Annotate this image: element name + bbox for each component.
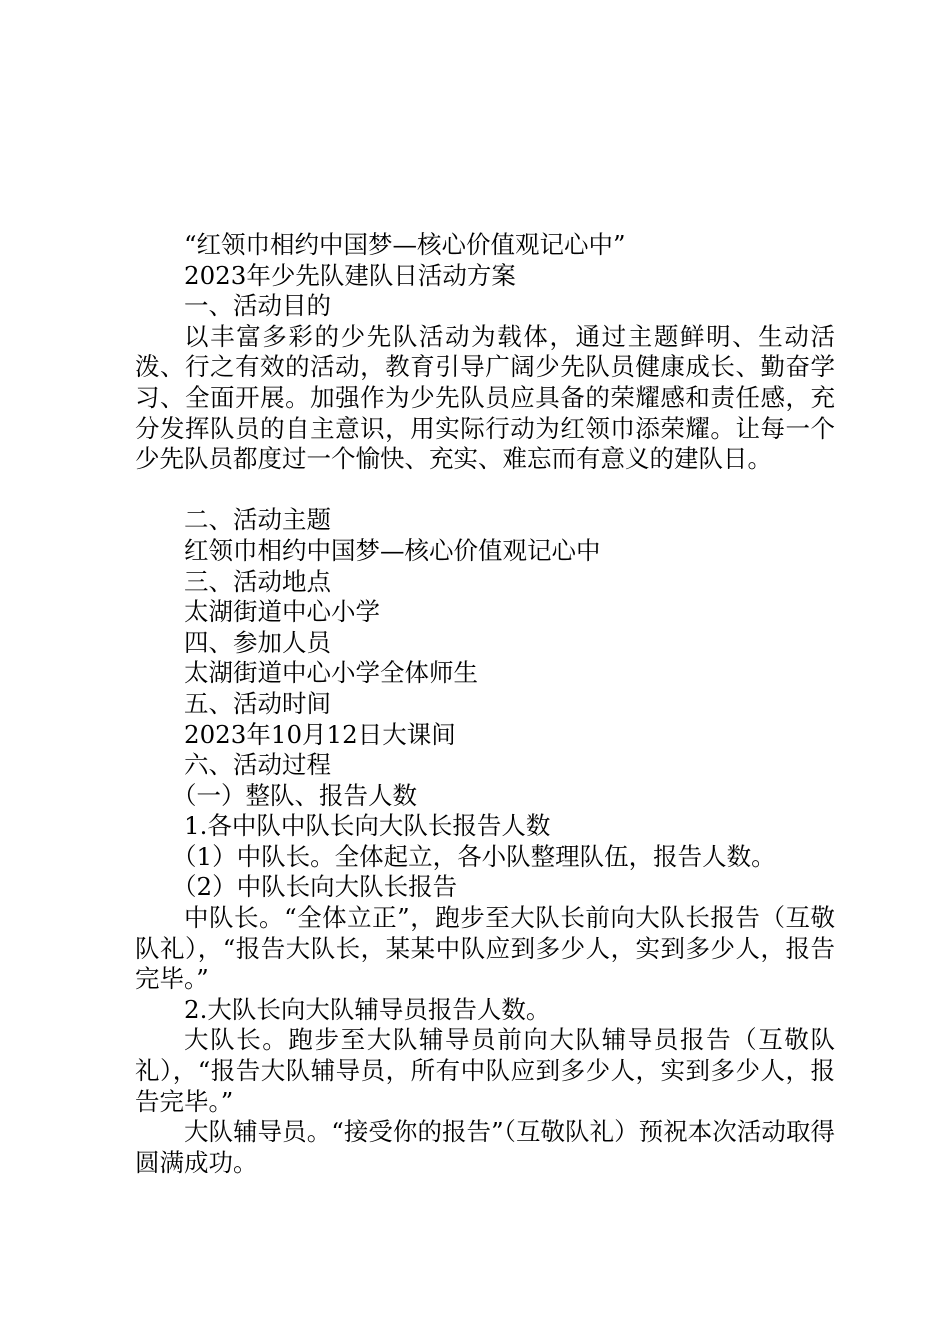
section-5-heading: 五、活动时间 [184, 688, 331, 718]
section-6-item-1-b: （2）中队长向大队长报告 [172, 872, 458, 902]
section-3-body: 太湖街道中心小学 [184, 597, 380, 627]
section-4-heading: 四、参加人员 [184, 627, 331, 657]
section-6-item-2-reply: 大队辅导员。“接受你的报告”（互敬队礼）预祝本次活动取得圆满成功。 [135, 1117, 835, 1177]
section-2-body: 红领巾相约中国梦—核心价值观记心中 [184, 535, 601, 565]
section-1-body: 以丰富多彩的少先队活动为载体，通过主题鲜明、生动活泼、行之有效的活动，教育引导广阔少先队员健康成长、勤奋学习、全面开展。加强作为少先队员应具备的荣耀感和责任感，充分发挥队员的自主意识，用实际行动为红领巾添荣耀。让每一个少先队员都度过一个愉快、充实、难忘而有意义的建队日。 [135, 321, 835, 474]
title-line-1: “红领巾相约中国梦—核心价值观记心中” [184, 230, 626, 259]
section-5-body: 2023年10月12日大课间 [184, 719, 456, 749]
title-line-2: 2023年少先队建队日活动方案 [184, 260, 516, 290]
document-body [135, 230, 835, 1178]
section-6-item-1-b-body: 中队长。“全体立正”，跑步至大队长前向大队长报告（互敬队礼），“报告大队长，某某中队应到多少人，实到多少人，报告完毕。” [135, 903, 835, 994]
section-4-body: 太湖街道中心小学全体师生 [184, 658, 478, 688]
section-6-item-1: 1.各中队中队长向大队长报告人数 [184, 811, 551, 841]
section-6-item-2: 2.大队长向大队辅导员报告人数。 [184, 994, 551, 1024]
section-2-heading: 二、活动主题 [184, 505, 331, 535]
section-6-item-2-body: 大队长。跑步至大队辅导员前向大队辅导员报告（互敬队礼），“报告大队辅导员，所有中队应到多少人，实到多少人，报告完毕。” [135, 1025, 835, 1116]
section-6-subheading-1: （一）整队、报告人数 [172, 780, 417, 810]
section-6-item-1-a: （1）中队长。全体起立，各小队整理队伍，报告人数。 [172, 841, 776, 871]
section-3-heading: 三、活动地点 [184, 566, 331, 596]
paragraph-gap [135, 475, 835, 506]
section-1-heading: 一、活动目的 [184, 291, 331, 321]
section-6-heading: 六、活动过程 [184, 750, 331, 780]
